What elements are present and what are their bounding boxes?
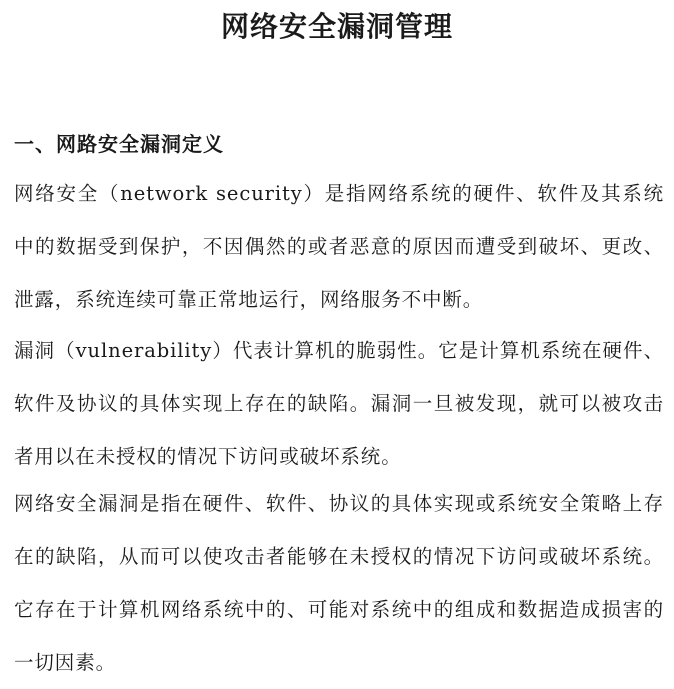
section-heading: 一、网路安全漏洞定义 <box>14 132 224 156</box>
paragraph-network-security-vulnerability: 网络安全漏洞是指在硬件、软件、协议的具体实现或系统安全策略上存在的缺陷，从而可以使攻击者能够在未授权的情况下访问或破坏系统。它存在于计算机网络系统中的、可能对系统中的组成和数据造成损害的一切因素。 <box>14 492 664 674</box>
paragraph-network-security: 网络安全（network security）是指网络系统的硬件、软件及其系统中的数据受到保护，不因偶然的或者恶意的原因而遭受到破坏、更改、泄露，系统连续可靠正常地运行，网络服务不中断。 <box>14 182 664 311</box>
document-title: 网络安全漏洞管理 <box>220 10 453 43</box>
paragraph-vulnerability: 漏洞（vulnerability）代表计算机的脆弱性。它是计算机系统在硬件、软件及协议的具体实现上存在的缺陷。漏洞一旦被发现，就可以被攻击者用以在未授权的情况下访问或破坏系统。 <box>14 339 664 468</box>
